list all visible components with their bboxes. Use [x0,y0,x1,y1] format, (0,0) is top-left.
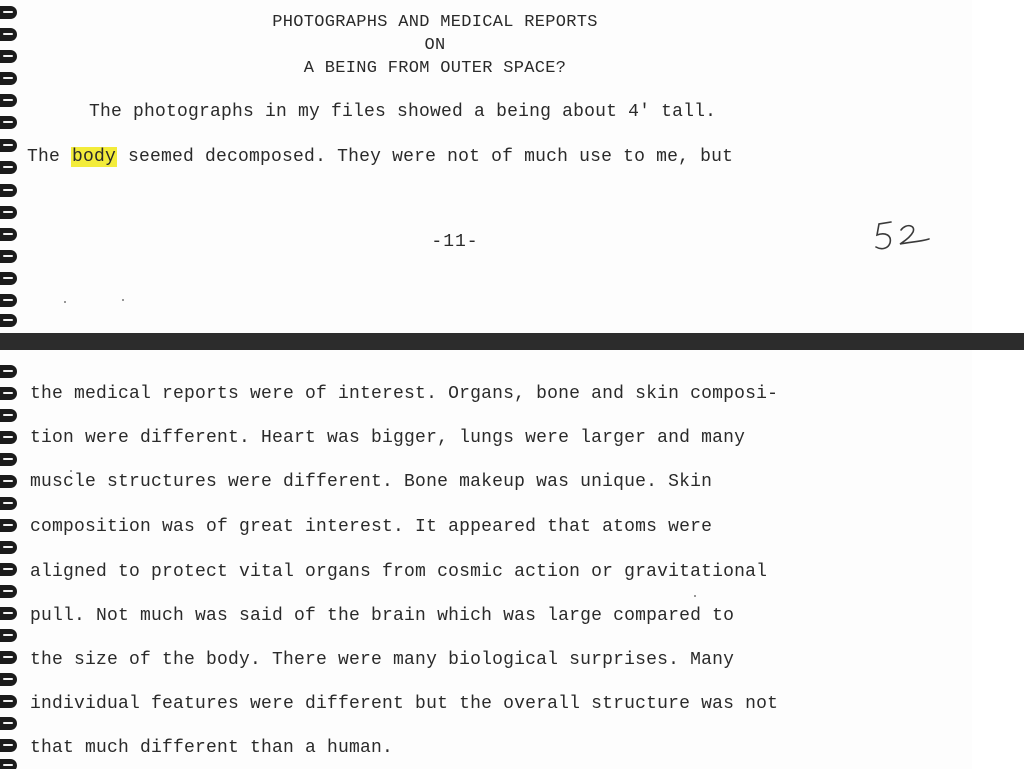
page-margin [972,350,1024,769]
bottom-page [0,350,1024,769]
paragraph-line: muscle structures were different. Bone makeup was unique. Skin [30,472,713,492]
highlighted-word: body [72,147,117,167]
paragraph-line [27,147,733,167]
document-title-line-1: PHOTOGRAPHS AND MEDICAL REPORTS [272,13,598,32]
page-divider [0,333,1024,350]
page-number: -11- [431,232,479,252]
paragraph-line: tion were different. Heart was bigger, lungs were larger and many [30,428,746,448]
page-margin [972,0,1024,333]
handwritten-page-number [873,214,935,254]
paragraph-line: individual features were different but the overall structure was not [30,694,779,714]
paragraph-line: The photographs in my files showed a being about 4' tall. [89,102,717,122]
paragraph-line: the size of the body. There were many biological surprises. Many [30,650,735,670]
top-page [0,0,1024,333]
paragraph-line: pull. Not much was said of the brain which was large compared to [30,606,735,626]
paragraph-line: aligned to protect vital organs from cosmic action or gravitational [30,562,768,582]
text-segment: The [27,147,72,167]
document-title-line-2: ON [424,36,446,55]
paragraph-line: the medical reports were of interest. Organs, bone and skin composi- [30,384,779,404]
text-segment: seemed decomposed. They were not of much use to me, but [117,147,734,167]
binder-rings-bottom [0,350,22,769]
paragraph-line: that much different than a human. [30,738,394,758]
paragraph-line: composition was of great interest. It appeared that atoms were [30,517,713,537]
document-title-line-3: A BEING FROM OUTER SPACE? [303,59,567,78]
